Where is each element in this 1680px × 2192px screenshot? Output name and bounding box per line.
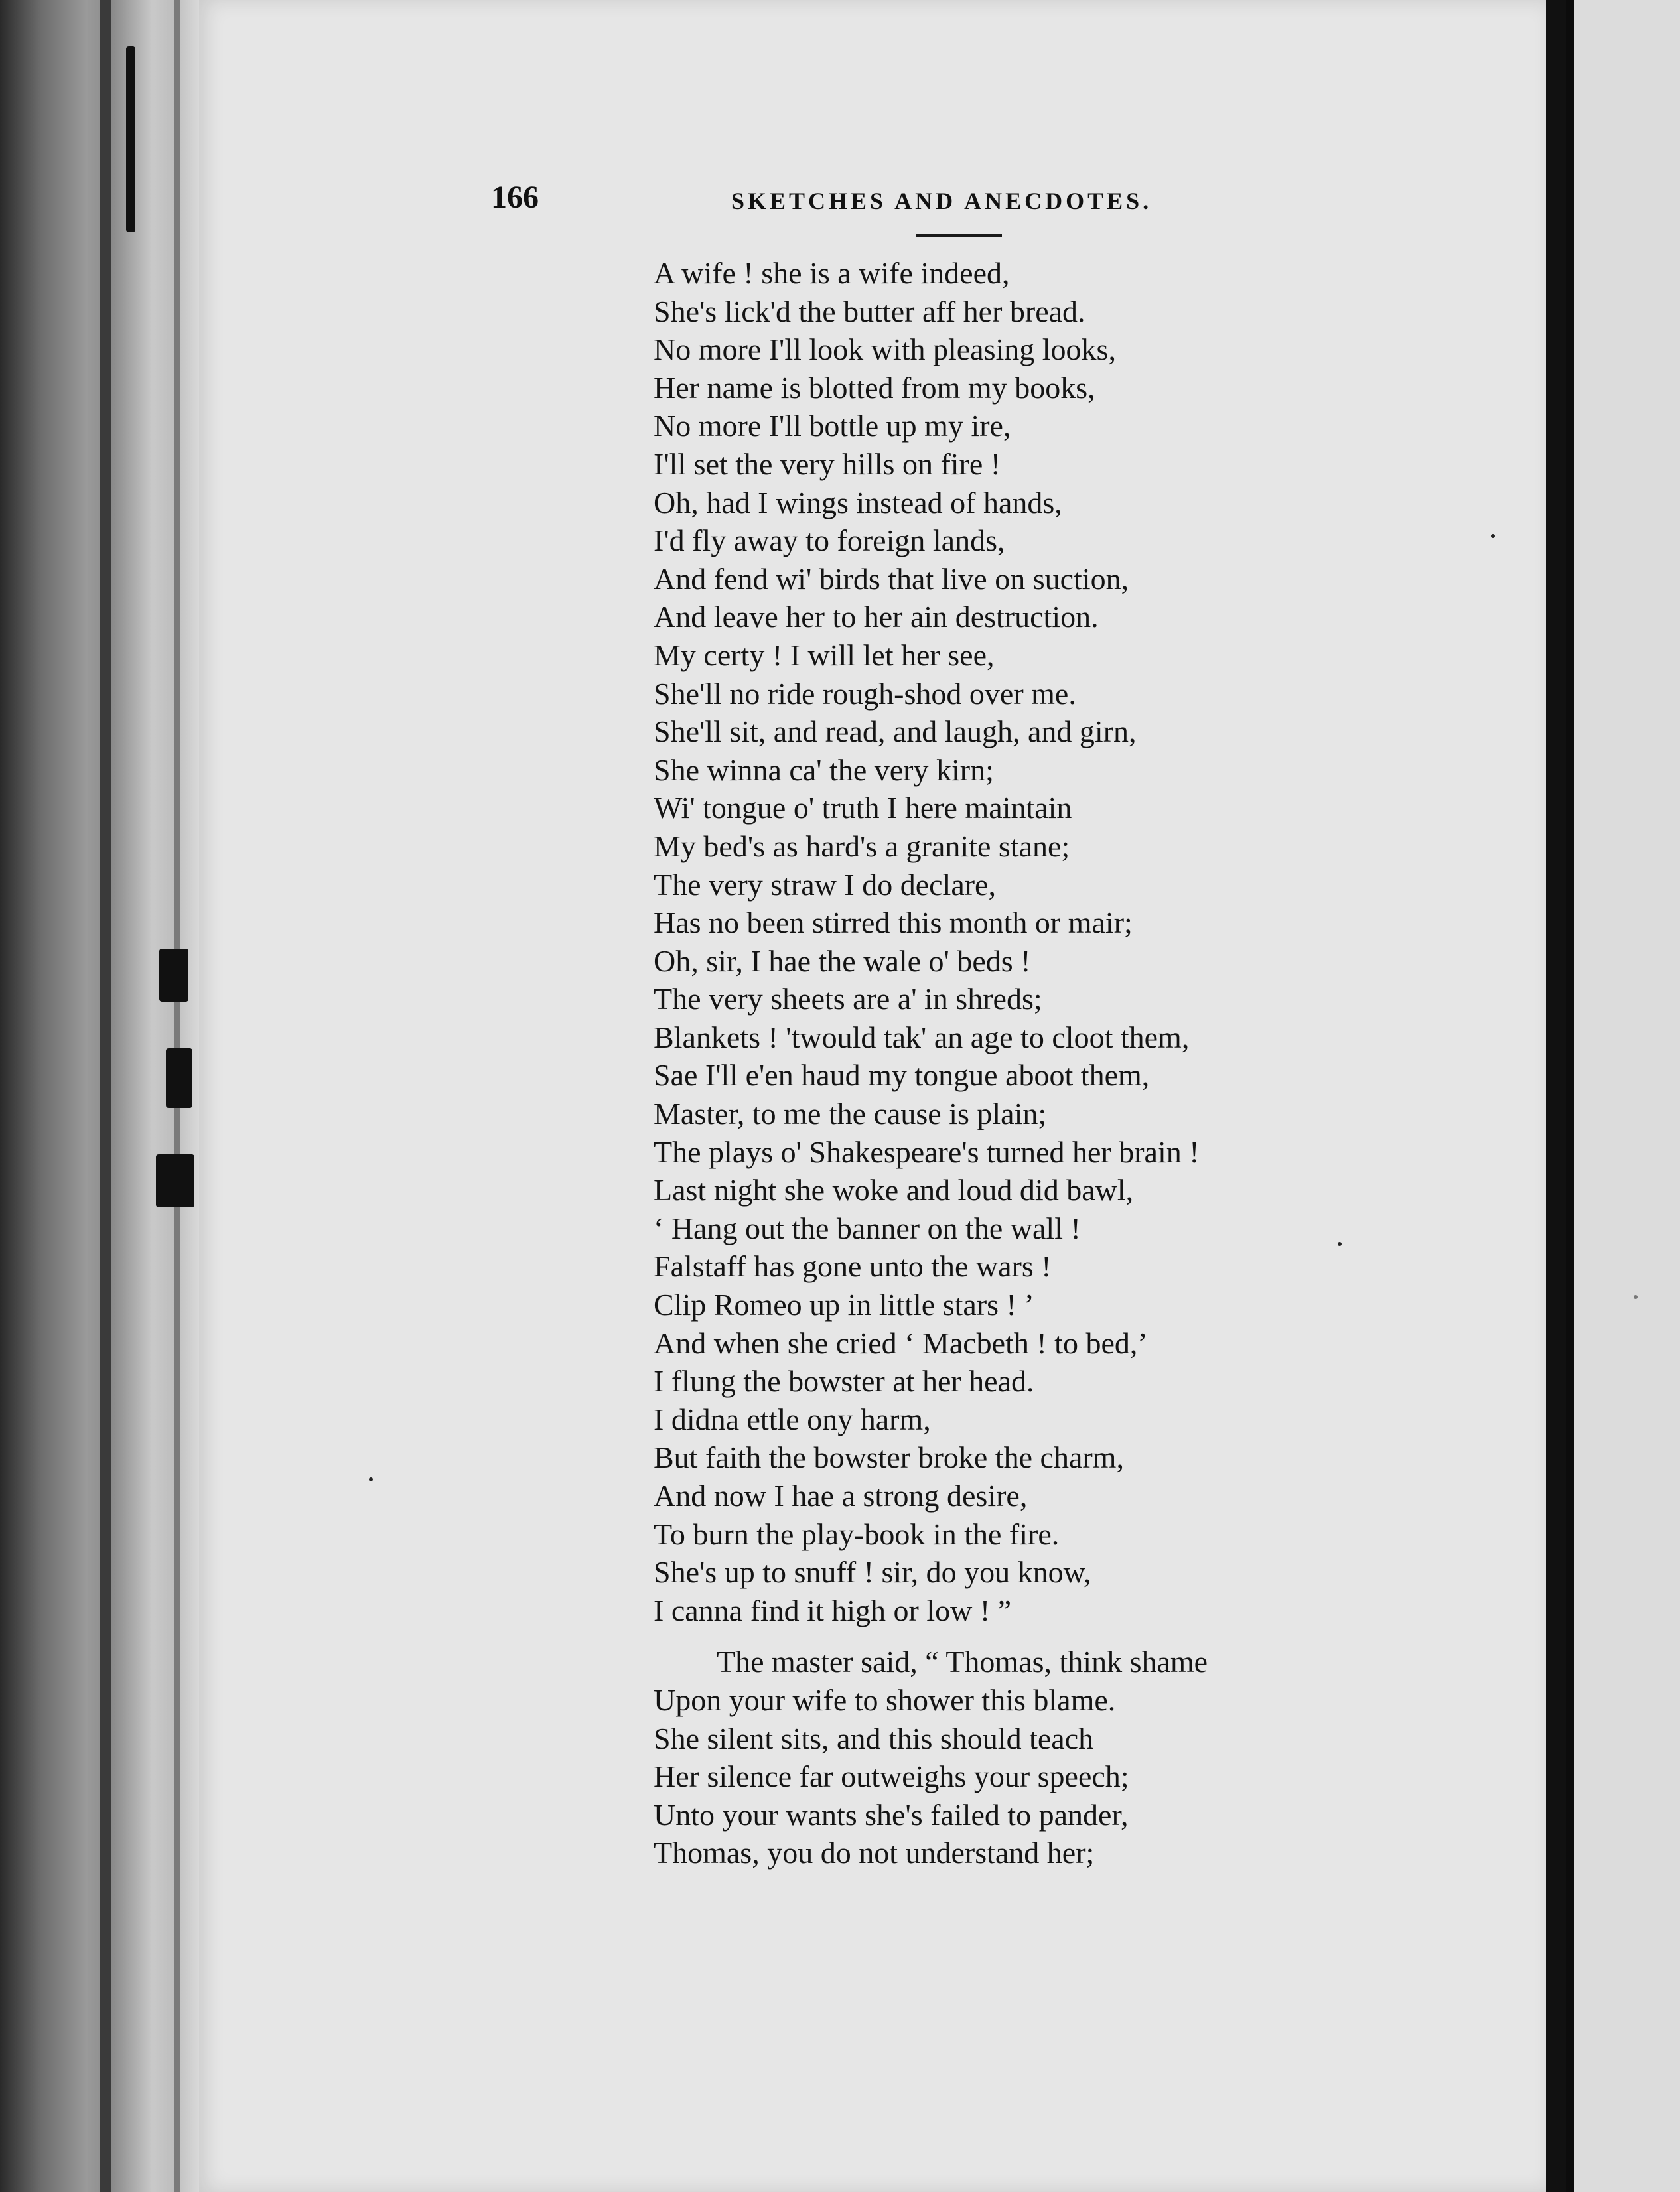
verse-line: Master, to me the cause is plain; bbox=[654, 1097, 1047, 1131]
verse-line: I flung the bowster at her head. bbox=[654, 1364, 1034, 1399]
verse-line: Thomas, you do not understand her; bbox=[654, 1836, 1095, 1870]
verse-line: Her name is blotted from my books, bbox=[654, 370, 1095, 405]
verse-line: ‘ Hang out the banner on the wall ! bbox=[654, 1211, 1081, 1245]
verse-line: She's lick'd the butter aff her bread. bbox=[654, 294, 1085, 328]
verse-line: She'll sit, and read, and laugh, and girn, bbox=[654, 715, 1137, 749]
verse-line: Falstaff has gone unto the wars ! bbox=[654, 1249, 1052, 1284]
verse-line: The master said, “ Thomas, think shame bbox=[717, 1645, 1208, 1679]
verse-line: Clip Romeo up in little stars ! ’ bbox=[654, 1288, 1034, 1322]
page-header bbox=[491, 179, 1261, 226]
verse-line: I'll set the very hills on fire ! bbox=[654, 446, 1001, 481]
book-binding-gutter bbox=[0, 0, 219, 2192]
verse-line: I'd fly away to foreign lands, bbox=[654, 523, 1005, 558]
speck bbox=[369, 1477, 373, 1481]
verse-line: The plays o' Shakespeare's turned her brain ! bbox=[654, 1134, 1200, 1169]
gutter-shadow bbox=[100, 0, 111, 2192]
verse-line: Upon your wife to shower this blame. bbox=[654, 1682, 1116, 1717]
verse-line: I didna ettle ony harm, bbox=[654, 1402, 931, 1436]
binding-mark bbox=[156, 1154, 194, 1207]
verse-line: Unto your wants she's failed to pander, bbox=[654, 1797, 1129, 1832]
verse-line: And now I hae a strong desire, bbox=[654, 1479, 1028, 1513]
verse-line: My bed's as hard's a granite stane; bbox=[654, 829, 1070, 863]
verse-line: My certy ! I will let her see, bbox=[654, 638, 995, 672]
verse-line: No more I'll bottle up my ire, bbox=[654, 409, 1011, 443]
facing-page bbox=[1574, 0, 1680, 2192]
speck bbox=[1634, 1295, 1638, 1299]
binding-mark bbox=[159, 949, 188, 1002]
page-edge-shadow bbox=[1546, 0, 1566, 2192]
verse-line: She silent sits, and this should teach bbox=[654, 1721, 1094, 1755]
verse-body bbox=[654, 254, 1450, 1872]
speck bbox=[1491, 534, 1495, 538]
page-number: 166 bbox=[491, 180, 539, 215]
verse-line: And leave her to her ain destruction. bbox=[654, 600, 1099, 634]
verse-line: Sae I'll e'en haud my tongue aboot them, bbox=[654, 1058, 1150, 1093]
verse-line: The very sheets are a' in shreds; bbox=[654, 982, 1042, 1016]
verse-line: And fend wi' birds that live on suction, bbox=[654, 561, 1129, 596]
verse-stanza-1 bbox=[654, 254, 1450, 1629]
verse-line: But faith the bowster broke the charm, bbox=[654, 1440, 1124, 1475]
verse-line: Oh, sir, I hae the wale o' beds ! bbox=[654, 943, 1031, 978]
running-title: SKETCHES AND ANECDOTES. bbox=[731, 188, 1153, 214]
verse-line: She winna ca' the very kirn; bbox=[654, 752, 994, 787]
binding-mark bbox=[166, 1048, 192, 1108]
verse-line: Her silence far outweighs your speech; bbox=[654, 1759, 1129, 1794]
verse-line: She'll no ride rough-shod over me. bbox=[654, 676, 1076, 711]
verse-stanza-2 bbox=[654, 1643, 1450, 1872]
verse-line: To burn the play-book in the fire. bbox=[654, 1517, 1060, 1551]
verse-line: Oh, had I wings instead of hands, bbox=[654, 485, 1062, 519]
verse-line: I canna find it high or low ! ” bbox=[654, 1593, 1012, 1627]
verse-line: She's up to snuff ! sir, do you know, bbox=[654, 1555, 1091, 1590]
binding-mark bbox=[126, 46, 135, 232]
verse-line: The very straw I do declare, bbox=[654, 867, 996, 902]
verse-line: Blankets ! 'twould tak' an age to cloot them, bbox=[654, 1020, 1190, 1054]
verse-line: Wi' tongue o' truth I here maintain bbox=[654, 791, 1072, 825]
verse-line: No more I'll look with pleasing looks, bbox=[654, 332, 1116, 367]
verse-line: And when she cried ‘ Macbeth ! to bed,’ bbox=[654, 1326, 1148, 1360]
verse-line: Last night she woke and loud did bawl, bbox=[654, 1173, 1134, 1207]
verse-line: Has no been stirred this month or mair; bbox=[654, 906, 1133, 940]
verse-line: A wife ! she is a wife indeed, bbox=[654, 256, 1010, 290]
header-rule bbox=[916, 234, 1002, 237]
